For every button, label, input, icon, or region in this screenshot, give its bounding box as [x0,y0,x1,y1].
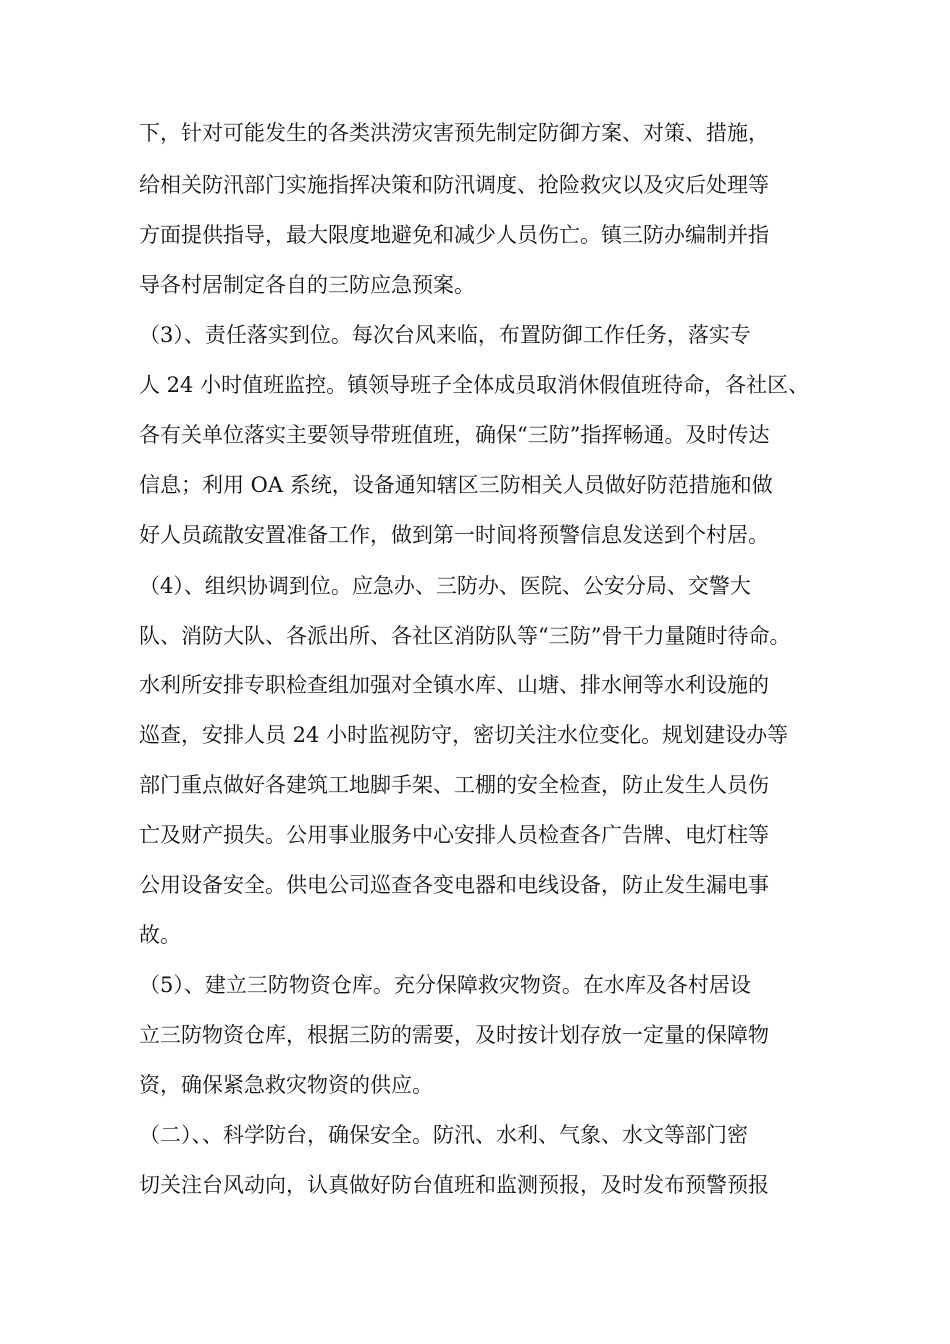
text-line: 下，针对可能发生的各类洪涝灾害预先制定防御方案、对策、措施， [139,121,769,145]
text-line: 巡查，安排人员 24 小时监视防守，密切关注水位变化。规划建设办等 [139,723,789,747]
text-line: （5）、建立三防物资仓库。充分保障救灾物资。在水库及各村居设 [139,973,751,997]
text-line: 好人员疏散安置准备工作，做到第一时间将预警信息发送到个村居。 [139,523,769,547]
text-line: 水利所安排专职检查组加强对全镇水库、山塘、排水闸等水利设施的 [139,673,769,697]
text-line: 切关注台风动向，认真做好防台值班和监测预报，及时发布预警预报 [139,1173,769,1197]
text-line: （二）、、科学防台，确保安全。防汛、水利、气象、水文等部门密 [139,1123,748,1147]
text-line: （4）、组织协调到位。应急办、三防办、医院、公安分局、交警大 [139,574,751,598]
text-line: 公用设备安全。供电公司巡查各变电器和电线设备，防止发生漏电事 [139,873,769,897]
text-line: 导各村居制定各自的三防应急预案。 [139,273,475,297]
text-line: 人 24 小时值班监控。镇领导班子全体成员取消休假值班待命，各社区、 [139,373,810,397]
text-line: 亡及财产损失。公用事业服务中心安排人员检查各广告牌、电灯柱等 [139,823,769,847]
text-line: 信息；利用 OA 系统，设备通知辖区三防相关人员做好防范措施和做 [139,473,773,497]
text-line: 给相关防汛部门实施指挥决策和防汛调度、抢险救灾以及灾后处理等 [139,173,769,197]
text-line: （3）、责任落实到位。每次台风来临，布置防御工作任务，落实专 [139,323,751,347]
text-line: 各有关单位落实主要领导带班值班，确保“三防”指挥畅通。及时传达 [139,423,770,447]
text-line: 故。 [139,923,181,947]
text-line: 方面提供指导，最大限度地避免和减少人员伤亡。镇三防办编制并指 [139,223,769,247]
text-line: 部门重点做好各建筑工地脚手架、工棚的安全检查，防止发生人员伤 [139,773,769,797]
text-line: 队、消防大队、各派出所、各社区消防队等“三防”骨干力量随时待命。 [139,624,791,648]
text-line: 立三防物资仓库，根据三防的需要，及时按计划存放一定量的保障物 [139,1023,769,1047]
text-line: 资，确保紧急救灾物资的供应。 [139,1073,433,1097]
